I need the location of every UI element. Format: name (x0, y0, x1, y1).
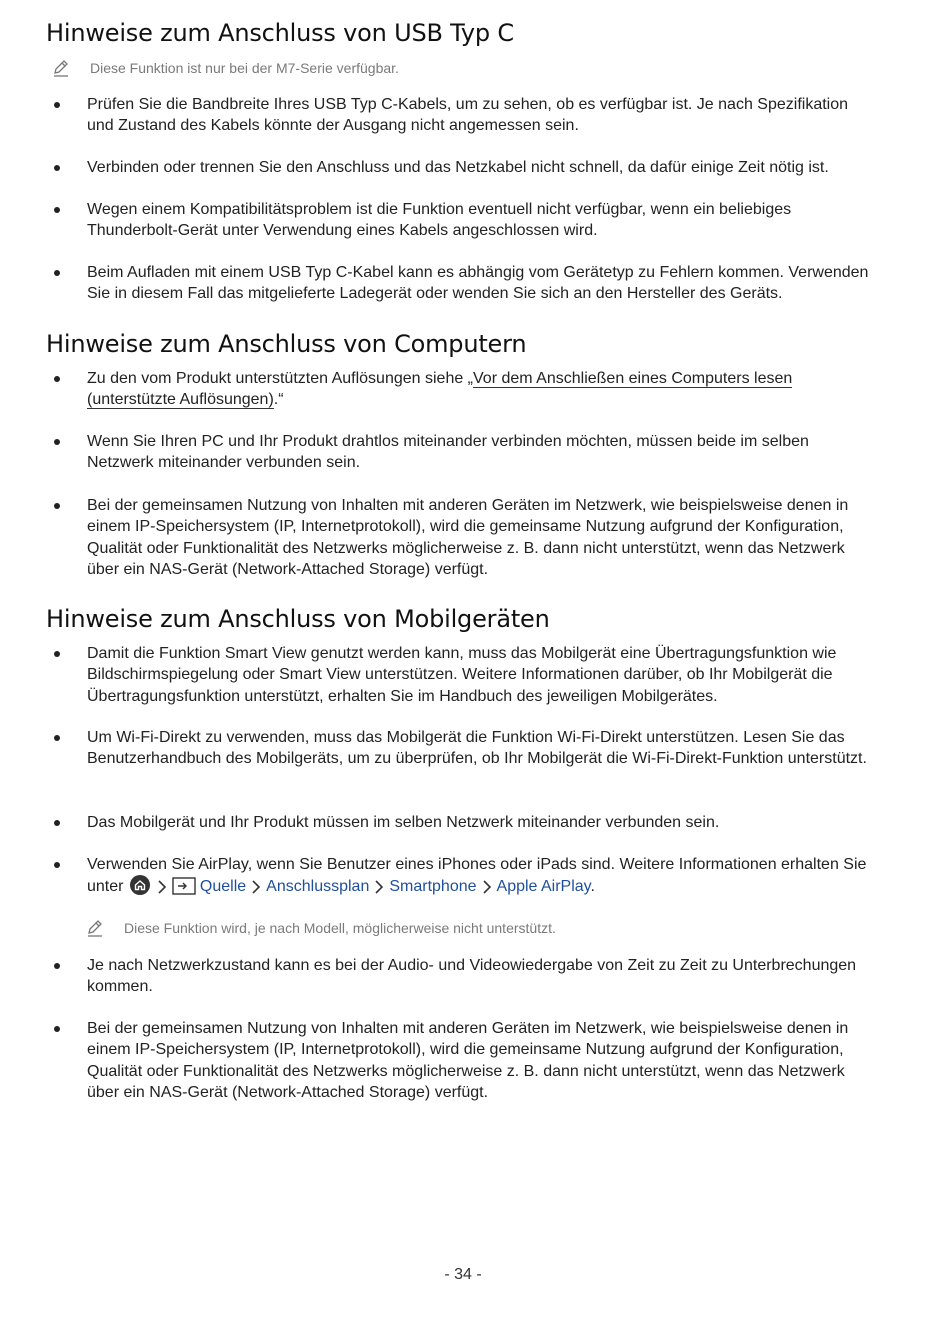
chevron-right-icon (483, 880, 491, 894)
chevron-right-icon (375, 880, 383, 894)
note-text: Diese Funktion wird, je nach Modell, möglicherweise nicht unterstützt. (124, 920, 556, 936)
list-item: Verbinden oder trennen Sie den Anschluss und das Netzkabel nicht schnell, da dafür einige Zeit nötig ist. (46, 157, 876, 178)
menu-anschlussplan[interactable]: Anschlussplan (266, 878, 370, 896)
source-icon (172, 877, 196, 895)
note-model-dependent (86, 919, 556, 937)
resolutions-link[interactable]: Vor dem Anschließen eines Computers lesen (unterstützte Auflösungen) (87, 370, 793, 409)
section-title-usb-c: Hinweise zum Anschluss von USB Typ C (46, 19, 514, 47)
list-item: Damit die Funktion Smart View genutzt werden kann, muss das Mobilgerät eine Übertragungsfunktion wie Bildschirmspiegelung oder Smart View unterstützen. Weitere Informationen darüber, ob Ihr Mobilgerät die Übertragungsfunktion unterstützt, erhalten Sie im Handbuch des jeweiligen Mobilgerätes. (46, 643, 876, 707)
menu-quelle[interactable]: Quelle (199, 878, 247, 896)
chevron-right-icon (252, 880, 260, 894)
list-item: Wenn Sie Ihren PC und Ihr Produkt drahtlos miteinander verbinden möchten, müssen beide im selben Netzwerk miteinander verbunden sein. (46, 431, 876, 474)
note-m7-series (52, 59, 399, 77)
list-item: Beim Aufladen mit einem USB Typ C-Kabel kann es abhängig vom Gerätetyp zu Fehlern kommen. Verwenden Sie in diesem Fall das mitgelieferte Ladegerät oder wenden Sie sich an den Hersteller des Geräts. (46, 262, 876, 305)
chevron-right-icon (158, 880, 166, 894)
list-item: Prüfen Sie die Bandbreite Ihres USB Typ C-Kabels, um zu sehen, ob es verfügbar ist. Je nach Spezifikation und Zustand des Kabels könnte der Ausgang nicht angemessen sein. (46, 94, 876, 137)
list-item-airplay: Verwenden Sie AirPlay, wenn Sie Benutzer eines iPhones oder iPads sind. Weitere Informationen erhalten Sie unter Quelle Anschlussplan Smartphone Apple AirPlay. (46, 854, 876, 898)
section-title-mobile: Hinweise zum Anschluss von Mobilgeräten (46, 605, 550, 633)
home-icon (130, 875, 150, 895)
list-item: Bei der gemeinsamen Nutzung von Inhalten mit anderen Geräten im Netzwerk, wie beispielsweise denen in einem IP-Speichersystem (IP, Internetprotokoll), wird die gemeinsame Nutzung aufgrund der Konfiguration, Qualität oder Funktionalität des Netzwerks möglicherweise z. B. dann nicht unterstützt, wenn das Netzwerk über ein NAS-Gerät (Network-Attached Storage) verfügt. (46, 1018, 876, 1104)
pencil-icon (52, 59, 70, 77)
list-item: Je nach Netzwerkzustand kann es bei der Audio- und Videowiedergabe von Zeit zu Zeit zu Unterbrechungen kommen. (46, 955, 876, 998)
page-number: - 34 - (444, 1266, 482, 1283)
list-item: Wegen einem Kompatibilitätsproblem ist die Funktion eventuell nicht verfügbar, wenn ein beliebiges Thunderbolt-Gerät unter Verwendung eines Kabels angeschlossen wird. (46, 199, 876, 242)
menu-apple-airplay[interactable]: Apple AirPlay (496, 878, 591, 896)
section-title-computers: Hinweise zum Anschluss von Computern (46, 330, 527, 358)
note-text: Diese Funktion ist nur bei der M7-Serie verfügbar. (90, 60, 399, 76)
list-item: Bei der gemeinsamen Nutzung von Inhalten mit anderen Geräten im Netzwerk, wie beispielsweise denen in einem IP-Speichersystem (IP, Internetprotokoll), wird die gemeinsame Nutzung aufgrund der Konfiguration, Qualität oder Funktionalität des Netzwerks möglicherweise z. B. dann nicht unterstützt, wenn das Netzwerk über ein NAS-Gerät (Network-Attached Storage) verfügt. (46, 495, 876, 581)
list-item: Um Wi-Fi-Direkt zu verwenden, muss das Mobilgerät die Funktion Wi-Fi-Direkt unterstützen. Lesen Sie das Benutzerhandbuch des Mobilgeräts, um zu überprüfen, ob Ihr Mobilgerät die Wi-Fi-Direkt-Funktion unterstützt. (46, 727, 876, 770)
pencil-icon (86, 919, 104, 937)
list-item: Das Mobilgerät und Ihr Produkt müssen im selben Netzwerk miteinander verbunden sein. (46, 812, 876, 833)
menu-smartphone[interactable]: Smartphone (389, 878, 477, 896)
list-item: Zu den vom Produkt unterstützten Auflösungen siehe „Vor dem Anschließen eines Computers lesen (unterstützte Auflösungen).“ (46, 368, 876, 411)
